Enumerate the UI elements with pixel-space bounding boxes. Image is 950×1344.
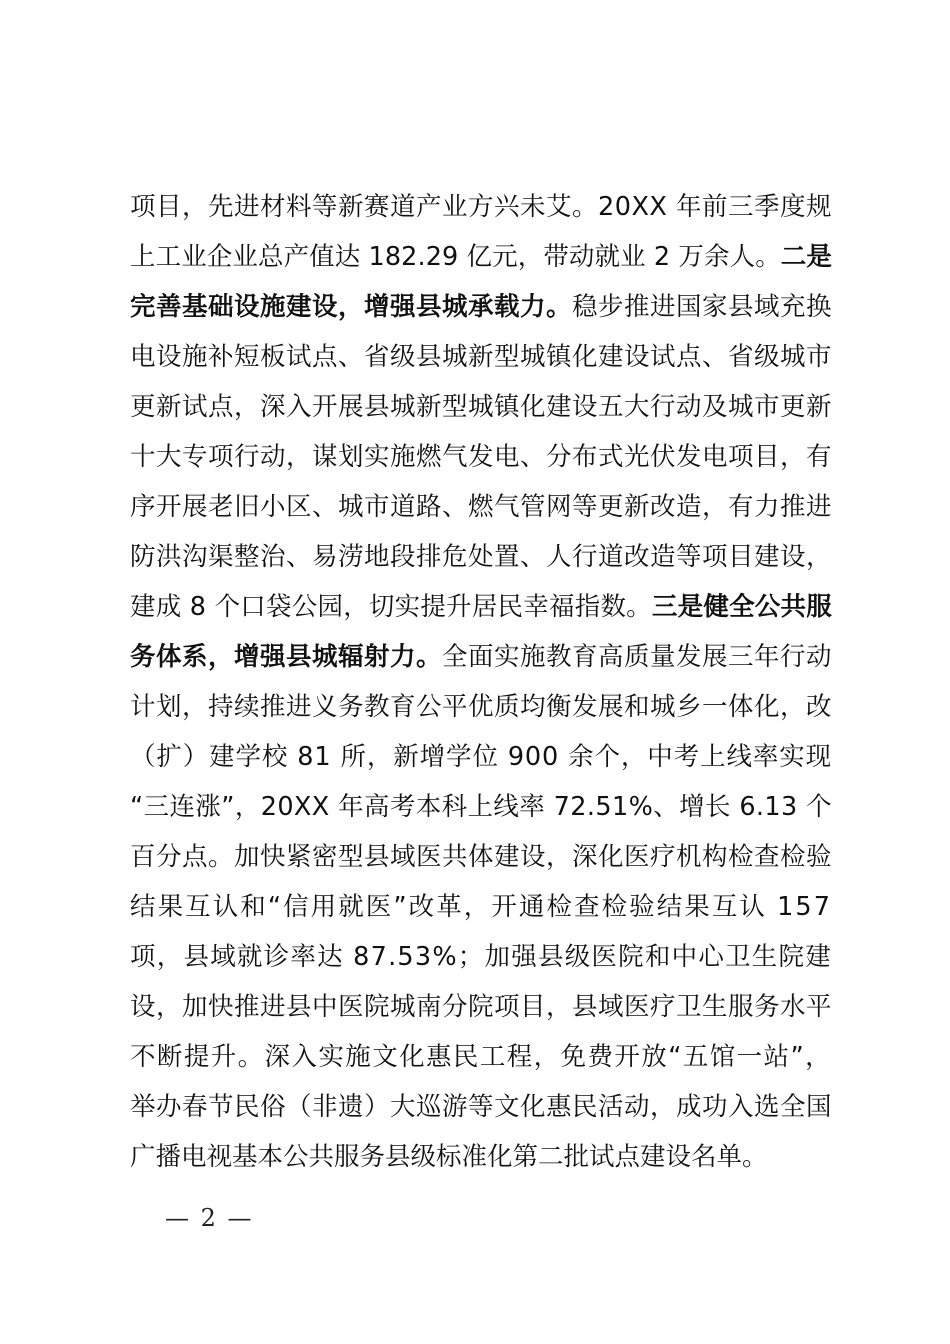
body-text: 更新试点，深入开展县城新型城镇化建设五大行动及城市更新	[130, 392, 832, 422]
body-text: 防洪沟渠整治、易涝地段排危处置、人行道改造等项目建设，	[130, 542, 832, 572]
text-line	[130, 182, 832, 232]
body-text: 项，县域就诊率达 87.53%；加强县级医院和中心卫生院建	[130, 942, 832, 972]
body-text: 序开展老旧小区、城市道路、燃气管网等更新改造，有力推进	[130, 492, 832, 522]
body-text: “三连涨”，20XX 年高考本科上线率 72.51%、增长 6.13 个	[130, 792, 832, 822]
body-text: 百分点。加快紧密型县域医共体建设，深化医疗机构检查检验	[130, 842, 832, 872]
text-line	[130, 682, 832, 732]
body-text: 设，加快推进县中医院城南分院项目，县域医疗卫生服务水平	[130, 992, 832, 1022]
bold-heading-text: 二是	[780, 242, 832, 272]
body-text: 项目，先进材料等新赛道产业方兴未艾。20XX 年前三季度规	[130, 192, 832, 222]
body-text: （扩）建学校 81 所，新增学位 900 余个，中考上线率实现	[130, 742, 832, 772]
body-text: 建成 8 个口袋公园，切实提升居民幸福指数。	[130, 592, 652, 622]
body-text: 上工业企业总产值达 182.29 亿元，带动就业 2 万余人。	[130, 242, 781, 272]
text-line	[130, 732, 832, 782]
page-number: — 2 —	[165, 1204, 254, 1232]
text-line	[130, 1082, 832, 1132]
text-line	[130, 232, 832, 282]
bold-heading-text: 务体系，增强县城辐射力。	[130, 642, 442, 672]
text-line	[130, 982, 832, 1032]
text-line	[130, 282, 832, 332]
text-line	[130, 382, 832, 432]
text-line	[130, 832, 832, 882]
body-text: 举办春节民俗（非遗）大巡游等文化惠民活动，成功入选全国	[130, 1092, 832, 1122]
text-line	[130, 932, 832, 982]
body-text: 广播电视基本公共服务县级标准化第二批试点建设名单。	[130, 1142, 768, 1172]
body-text: 结果互认和“信用就医”改革，开通检查检验结果互认 157	[130, 892, 832, 922]
bold-heading-text: 完善基础设施建设，增强县城承载力。	[130, 292, 572, 322]
text-line	[130, 632, 832, 682]
text-line	[130, 332, 832, 382]
text-line	[130, 532, 832, 582]
text-line	[130, 582, 832, 632]
text-line	[130, 482, 832, 532]
body-text: 不断提升。深入实施文化惠民工程，免费开放“五馆一站”，	[130, 1042, 832, 1072]
body-text: 十大专项行动，谋划实施燃气发电、分布式光伏发电项目，有	[130, 442, 832, 472]
body-text: 稳步推进国家县域充换	[571, 292, 832, 322]
text-line	[130, 782, 832, 832]
body-text: 电设施补短板试点、省级县城新型城镇化建设试点、省级城市	[130, 342, 832, 372]
body-text: 全面实施教育高质量发展三年行动	[442, 642, 832, 672]
text-line	[130, 882, 832, 932]
text-line	[130, 1032, 832, 1082]
document-body	[130, 182, 832, 1182]
text-line	[130, 1132, 832, 1182]
text-line	[130, 432, 832, 482]
body-text: 计划，持续推进义务教育公平优质均衡发展和城乡一体化，改	[130, 692, 832, 722]
bold-heading-text: 三是健全公共服	[651, 592, 832, 622]
